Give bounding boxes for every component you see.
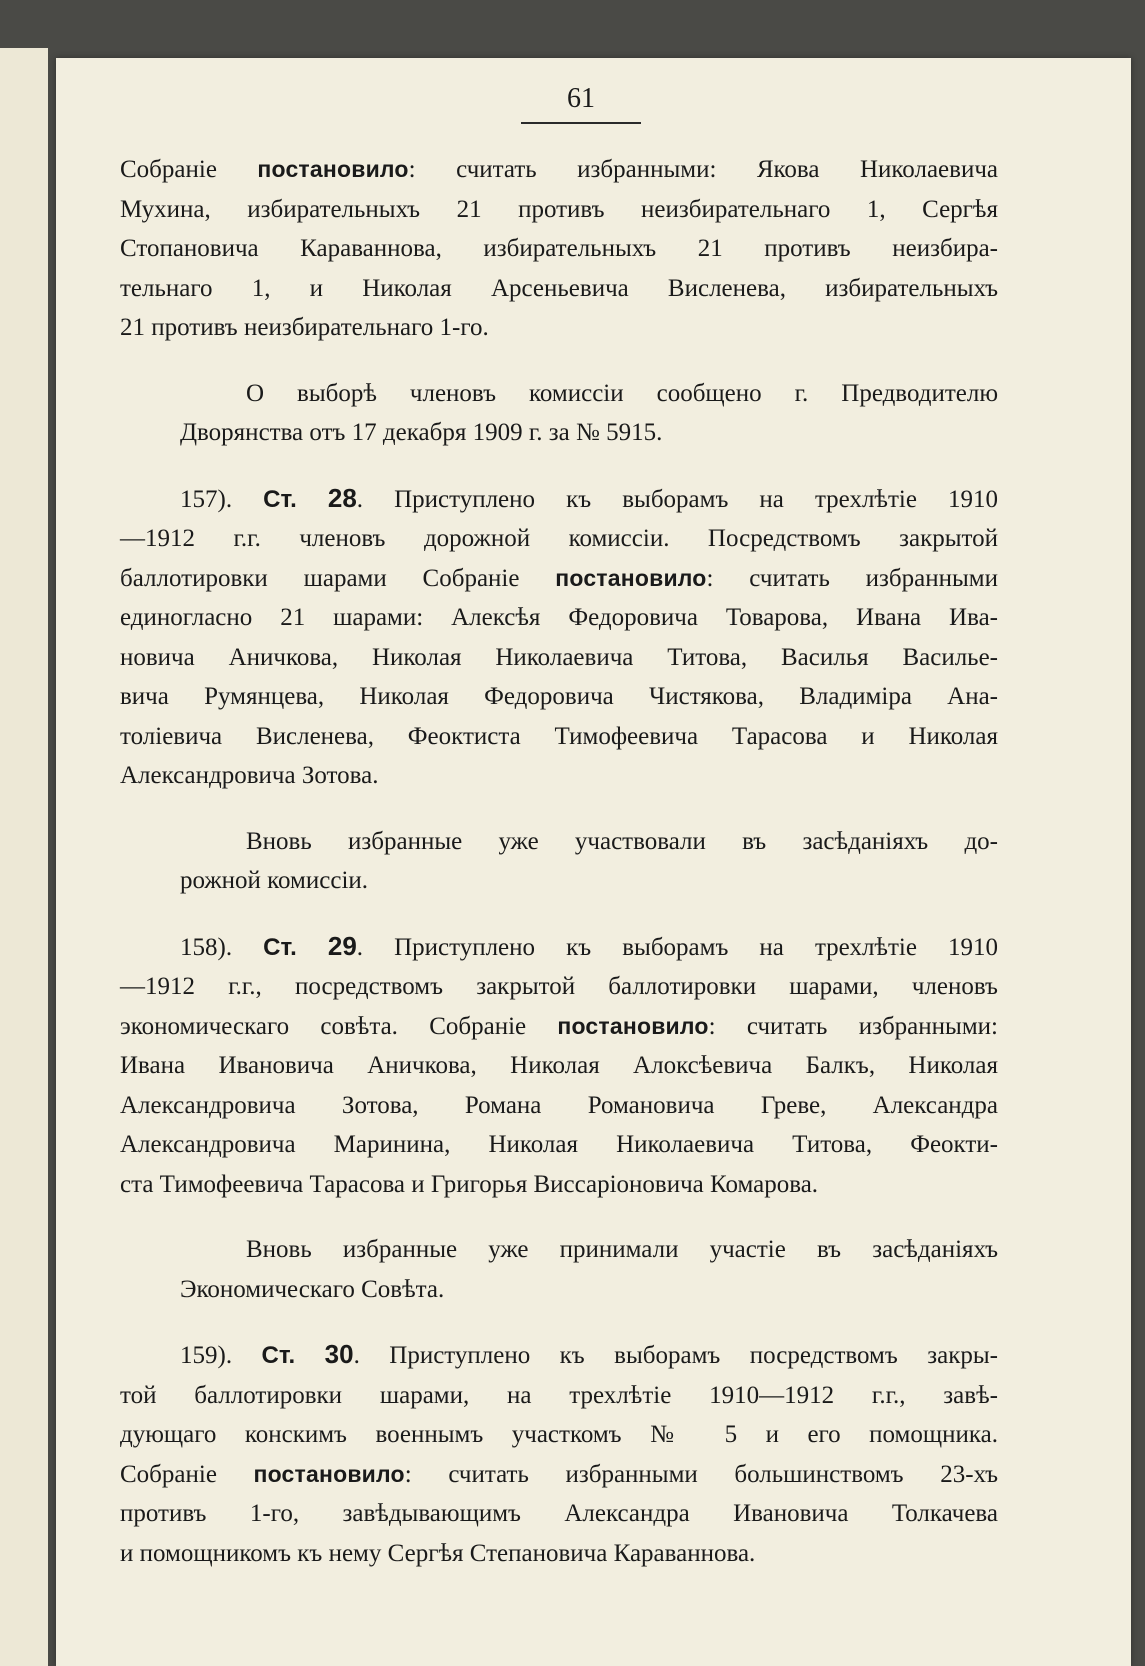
text-run: . Приступлено къ выборамъ на трехлѣтіе 1910	[356, 933, 999, 961]
text-line	[120, 269, 998, 309]
text-run: : считать избранными:	[708, 1012, 998, 1040]
article-label: Ст.	[263, 485, 297, 513]
text-line	[120, 519, 998, 559]
paragraph	[120, 374, 998, 453]
text-run: Вновь избранные уже принимали участіе въ засѣданіяхъ	[246, 1236, 998, 1263]
text-line	[120, 190, 998, 230]
article-number: 28	[327, 482, 357, 513]
text-line	[120, 822, 998, 862]
text-run: —1912 г.г., посредствомъ закрытой баллотировки шарами, членовъ	[120, 973, 998, 1000]
page-number-rule	[521, 122, 641, 124]
text-run: Александровича Зотова.	[120, 762, 379, 789]
text-line	[120, 559, 998, 599]
text-run: : считать избранными	[706, 564, 998, 592]
text-run: . Приступлено къ выборамъ посредствомъ закры-	[353, 1342, 998, 1369]
text-line	[120, 1086, 998, 1126]
text-run: 21 противъ неизбирательнаго 1-го.	[120, 314, 489, 341]
text-run: Ивана Ивановича Аничкова, Николая Алоксѣевича Балкъ, Николая	[120, 1052, 998, 1079]
text-run: экономическаго совѣта. Собраніе	[120, 1012, 558, 1040]
text-line	[120, 413, 998, 453]
article-number: 29	[327, 930, 357, 961]
paragraph	[120, 927, 998, 1205]
text-line	[120, 229, 998, 269]
text-line	[120, 1230, 998, 1270]
text-line	[120, 1494, 998, 1534]
text-run: Экономическаго Совѣта.	[180, 1275, 445, 1303]
document-page	[56, 58, 1131, 1666]
text-run: новича Аничкова, Николая Николаевича Титова, Василья Василье-	[120, 643, 998, 671]
text-line	[120, 756, 998, 796]
keyword-postanovilo: постановило	[253, 1460, 405, 1487]
text-run: : считать избранными: Якова Николаевича	[408, 156, 998, 183]
text-run: Собраніе	[120, 156, 258, 183]
text-run: 157).	[180, 485, 264, 513]
text-line	[120, 1270, 998, 1310]
text-run: Александровича Маринина, Николая Николаевича Титова, Феокти-	[120, 1131, 998, 1158]
text-run: рожной комиссіи.	[180, 867, 369, 894]
text-run: Александровича Зотова, Романа Романовича Греве, Александра	[120, 1091, 998, 1119]
text-line	[120, 1455, 998, 1495]
text-line	[120, 479, 998, 520]
paragraph	[120, 822, 998, 901]
text-line	[120, 927, 998, 968]
text-run: О выборѣ членовъ комиссіи сообщено г. Предводителю	[246, 379, 998, 407]
page-number: 61	[567, 83, 595, 114]
article-number: 30	[324, 1339, 354, 1369]
text-line	[120, 967, 998, 1007]
paragraph	[120, 479, 998, 796]
text-run: противъ 1-го, завѣдывающимъ Александра Ивановича Толкачева	[120, 1500, 998, 1527]
article-label: Ст.	[263, 933, 297, 961]
text-run: единогласно 21 шарами: Алексѣя Федоровича Товарова, Ивана Ива-	[120, 604, 998, 631]
article-label: Ст.	[261, 1342, 296, 1369]
text-run: вича Румянцева, Николая Федоровича Чистякова, Владиміра Ана-	[120, 683, 998, 710]
text-line	[120, 677, 998, 717]
text-run	[295, 1342, 324, 1369]
text-line	[120, 1534, 998, 1574]
paragraph	[120, 1230, 998, 1309]
text-run: ста Тимофеевича Тарасова и Григорья Виссаріоновича Комарова.	[120, 1170, 819, 1198]
text-line	[120, 1165, 998, 1205]
text-run: Дворянства отъ 17 декабря 1909 г. за № 5915.	[180, 419, 663, 446]
keyword-postanovilo: постановило	[257, 156, 409, 182]
keyword-postanovilo: постановило	[557, 1012, 709, 1039]
text-run: : считать избранными большинствомъ 23-хъ	[404, 1460, 998, 1488]
text-run: Мухина, избирательныхъ 21 противъ неизбирательнаго 1, Сергѣя	[120, 195, 998, 223]
text-line	[120, 374, 998, 414]
text-run: тельнаго 1, и Николая Арсеньевича Висленева, избирательныхъ	[120, 274, 998, 302]
text-line	[120, 308, 998, 348]
text-run: и помощникомъ къ нему Сергѣя Степановича Караваннова.	[120, 1539, 756, 1567]
text-run	[297, 486, 328, 513]
text-line	[120, 1046, 998, 1086]
text-run: Вновь избранные уже участвовали въ засѣданіяхъ до-	[246, 827, 998, 855]
text-line	[120, 150, 998, 190]
keyword-postanovilo: постановило	[555, 564, 707, 591]
adjacent-page-edge	[0, 48, 48, 1666]
text-line	[120, 1335, 998, 1376]
paragraph	[120, 150, 998, 348]
text-run: той баллотировки шарами, на трехлѣтіе 1910—1912 г.г., завѣ-	[120, 1381, 998, 1409]
text-run: . Приступлено къ выборамъ на трехлѣтіе 1910	[356, 485, 999, 513]
paragraph	[120, 1335, 998, 1573]
text-run: дующаго конскимъ военнымъ участкомъ № 5 и его помощника.	[120, 1421, 998, 1448]
text-line	[120, 861, 998, 901]
text-run: —1912 г.г. членовъ дорожной комиссіи. Посредствомъ закрытой	[120, 525, 998, 552]
text-run	[297, 934, 328, 961]
text-run: Стопановича Караваннова, избирательныхъ 21 противъ неизбира-	[120, 235, 998, 262]
body-text	[120, 150, 998, 1573]
text-run: толіевича Висленева, Феоктиста Тимофеевича Тарасова и Николая	[120, 722, 998, 750]
text-line	[120, 598, 998, 638]
text-line	[120, 638, 998, 678]
text-line	[120, 1415, 998, 1455]
text-run: 159).	[180, 1342, 262, 1369]
text-line	[120, 1376, 998, 1416]
text-line	[120, 1007, 998, 1047]
text-run: Собраніе	[120, 1460, 254, 1488]
text-run: баллотировки шарами Собраніе	[120, 564, 556, 592]
text-line	[120, 717, 998, 757]
text-run: 158).	[180, 933, 264, 961]
text-line	[120, 1125, 998, 1165]
